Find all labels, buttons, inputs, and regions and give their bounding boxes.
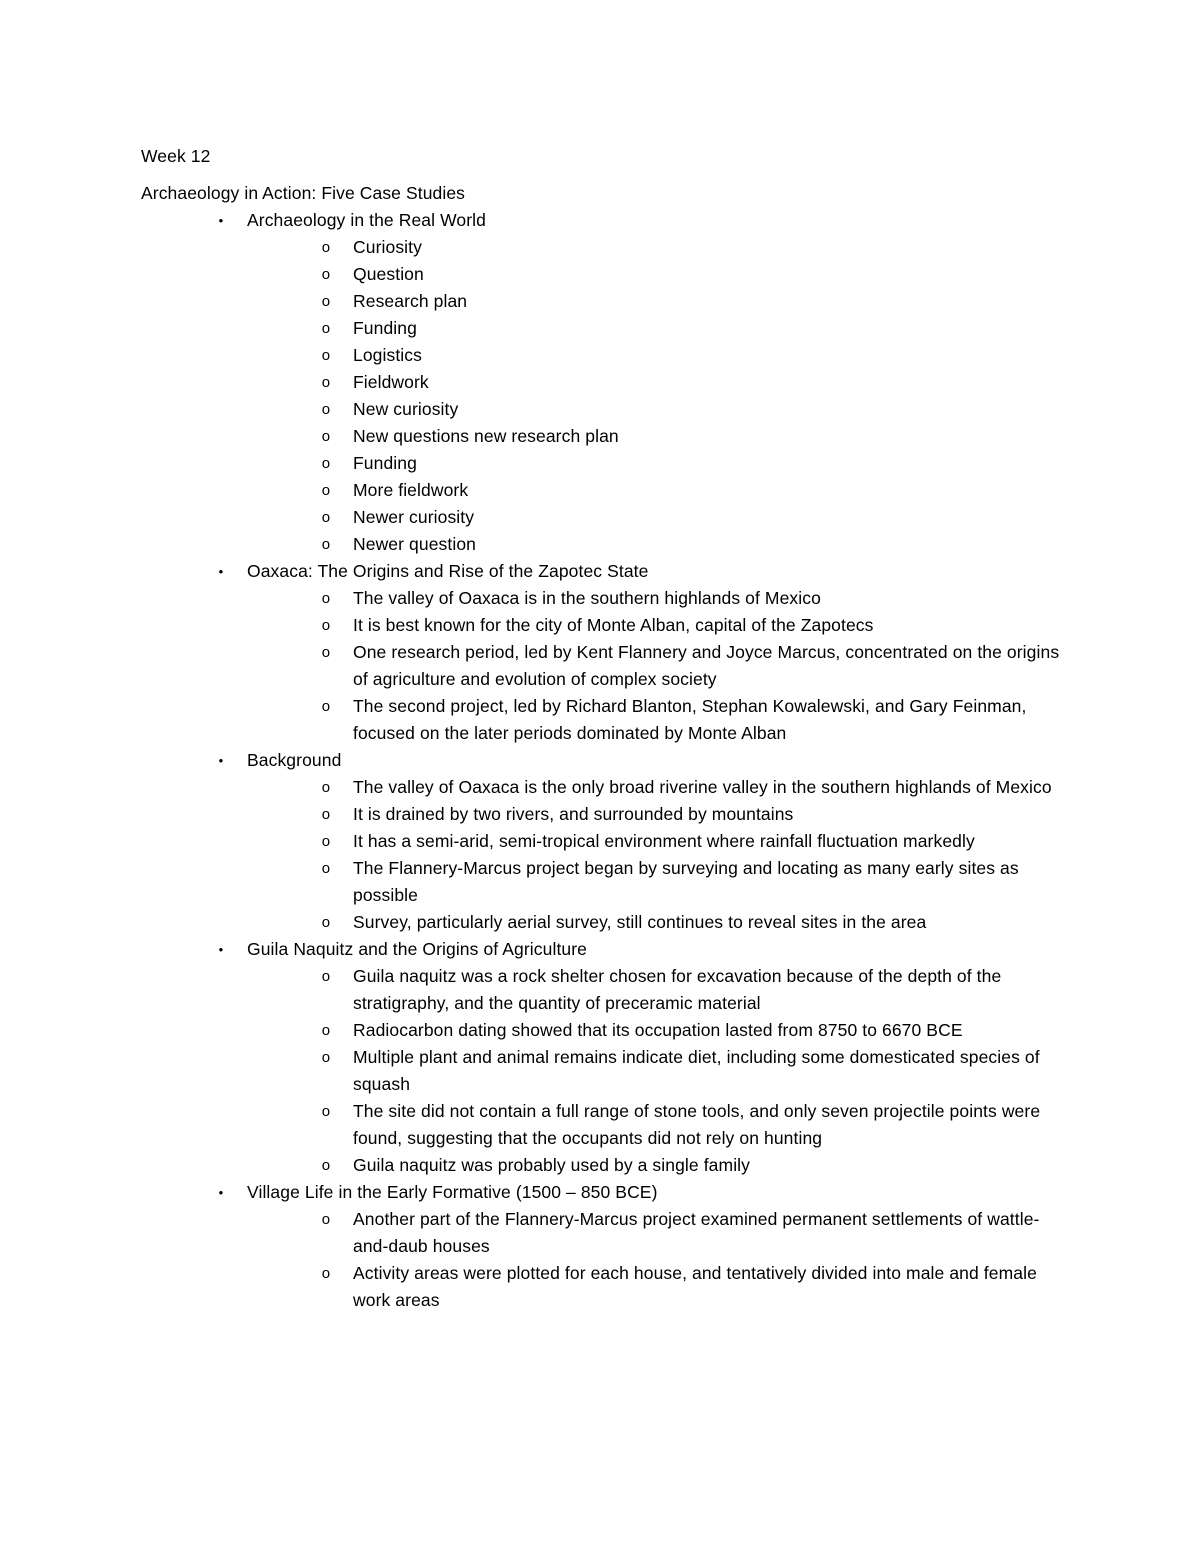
section-heading: Village Life in the Early Formative (1500 – 850 BCE)	[247, 1182, 658, 1202]
sub-bullet-icon: o	[321, 779, 331, 796]
sub-item	[141, 1098, 1071, 1152]
sub-item	[141, 801, 1071, 828]
sub-bullet-icon: o	[321, 1049, 331, 1066]
sub-bullet-icon: o	[321, 860, 331, 877]
section-heading: Archaeology in the Real World	[247, 210, 486, 230]
sub-item	[141, 369, 1071, 396]
sub-bullet-icon: o	[321, 320, 331, 337]
sub-item-text: Question	[353, 264, 424, 284]
sub-item	[141, 963, 1071, 1017]
sub-item-text: Funding	[353, 318, 417, 338]
sub-bullet-icon: o	[321, 644, 331, 661]
sub-bullet-icon: o	[321, 482, 331, 499]
sub-item-text: It has a semi-arid, semi-tropical environment where rainfall fluctuation markedly	[353, 831, 975, 851]
sub-bullet-icon: o	[321, 266, 331, 283]
sub-list	[247, 234, 1071, 558]
sub-item-text: The second project, led by Richard Blanton, Stephan Kowalewski, and Gary Feinman, focused on the later periods dominated by Monte Alban	[353, 696, 1027, 743]
sub-bullet-icon: o	[321, 698, 331, 715]
sub-bullet-icon: o	[321, 1157, 331, 1174]
sub-list	[247, 585, 1071, 747]
sub-item-text: The Flannery-Marcus project began by surveying and locating as many early sites as possible	[353, 858, 1019, 905]
sub-item-text: Guila naquitz was probably used by a single family	[353, 1155, 751, 1175]
sub-item	[141, 1260, 1071, 1314]
sub-bullet-icon: o	[321, 239, 331, 256]
sub-item-text: Survey, particularly aerial survey, still continues to reveal sites in the area	[353, 912, 927, 932]
sub-item	[141, 396, 1071, 423]
sub-item-text: The valley of Oaxaca is in the southern highlands of Mexico	[353, 588, 821, 608]
sub-item	[141, 261, 1071, 288]
sub-list	[247, 774, 1071, 936]
sub-item	[141, 639, 1071, 693]
sub-bullet-icon: o	[321, 1265, 331, 1282]
section-list	[141, 207, 1071, 1314]
section-heading: Background	[247, 750, 342, 770]
section-item	[141, 936, 1071, 1179]
sub-item-text: Funding	[353, 453, 417, 473]
sub-item	[141, 315, 1071, 342]
section-heading: Guila Naquitz and the Origins of Agriculture	[247, 939, 587, 959]
section-item	[141, 1179, 1071, 1314]
section-item	[141, 747, 1071, 936]
sub-item-text: Research plan	[353, 291, 468, 311]
sub-item	[141, 477, 1071, 504]
document-body	[141, 143, 1071, 1314]
sub-item-text: Multiple plant and animal remains indicate diet, including some domesticated species of squash	[353, 1047, 1040, 1094]
sub-item	[141, 828, 1071, 855]
sub-item-text: Radiocarbon dating showed that its occupation lasted from 8750 to 6670 BCE	[353, 1020, 963, 1040]
sub-item-text: Newer curiosity	[353, 507, 475, 527]
section-item	[141, 207, 1071, 558]
sub-item-text: The site did not contain a full range of stone tools, and only seven projectile points were found, suggesting that the occupants did not rely on hunting	[353, 1101, 1041, 1148]
sub-item	[141, 423, 1071, 450]
sub-item	[141, 855, 1071, 909]
bullet-icon: •	[218, 564, 224, 579]
week-label: Week 12	[141, 146, 211, 166]
sub-bullet-icon: o	[321, 914, 331, 931]
bullet-icon: •	[218, 753, 224, 768]
document-title: Archaeology in Action: Five Case Studies	[141, 183, 466, 203]
sub-item-text: One research period, led by Kent Flannery and Joyce Marcus, concentrated on the origins of agriculture and evolution of complex society	[353, 642, 1060, 689]
sub-item	[141, 504, 1071, 531]
sub-item	[141, 1044, 1071, 1098]
sub-item-text: More fieldwork	[353, 480, 469, 500]
bullet-icon: •	[218, 213, 224, 228]
sub-item-text: Newer question	[353, 534, 476, 554]
sub-item	[141, 342, 1071, 369]
sub-bullet-icon: o	[321, 1103, 331, 1120]
sub-item-text: It is best known for the city of Monte Alban, capital of the Zapotecs	[353, 615, 874, 635]
sub-item-text: Logistics	[353, 345, 422, 365]
sub-item-text: The valley of Oaxaca is the only broad riverine valley in the southern highlands of Mexico	[353, 777, 1052, 797]
sub-item-text: Fieldwork	[353, 372, 429, 392]
sub-bullet-icon: o	[321, 509, 331, 526]
sub-bullet-icon: o	[321, 455, 331, 472]
sub-item	[141, 1152, 1071, 1179]
sub-item	[141, 1017, 1071, 1044]
sub-item	[141, 909, 1071, 936]
sub-item-text: Activity areas were plotted for each house, and tentatively divided into male and female work areas	[353, 1263, 1037, 1310]
sub-bullet-icon: o	[321, 347, 331, 364]
sub-bullet-icon: o	[321, 833, 331, 850]
sub-bullet-icon: o	[321, 293, 331, 310]
sub-bullet-icon: o	[321, 1211, 331, 1228]
sub-bullet-icon: o	[321, 1022, 331, 1039]
bullet-icon: •	[218, 1185, 224, 1200]
section-heading: Oaxaca: The Origins and Rise of the Zapotec State	[247, 561, 649, 581]
sub-item-text: New curiosity	[353, 399, 459, 419]
sub-item-text: It is drained by two rivers, and surrounded by mountains	[353, 804, 794, 824]
sub-bullet-icon: o	[321, 401, 331, 418]
sub-bullet-icon: o	[321, 590, 331, 607]
sub-list	[247, 1206, 1071, 1314]
sub-item	[141, 612, 1071, 639]
sub-bullet-icon: o	[321, 617, 331, 634]
sub-bullet-icon: o	[321, 536, 331, 553]
sub-item	[141, 288, 1071, 315]
sub-item-text: Another part of the Flannery-Marcus project examined permanent settlements of wattle-and-daub houses	[353, 1209, 1040, 1256]
sub-item	[141, 234, 1071, 261]
sub-bullet-icon: o	[321, 374, 331, 391]
sub-item-text: New questions new research plan	[353, 426, 619, 446]
sub-bullet-icon: o	[321, 806, 331, 823]
sub-bullet-icon: o	[321, 968, 331, 985]
sub-list	[247, 963, 1071, 1179]
sub-item	[141, 450, 1071, 477]
sub-item-text: Curiosity	[353, 237, 422, 257]
sub-bullet-icon: o	[321, 428, 331, 445]
sub-item	[141, 585, 1071, 612]
sub-item	[141, 774, 1071, 801]
sub-item	[141, 1206, 1071, 1260]
bullet-icon: •	[218, 942, 224, 957]
sub-item	[141, 531, 1071, 558]
sub-item	[141, 693, 1071, 747]
section-item	[141, 558, 1071, 747]
sub-item-text: Guila naquitz was a rock shelter chosen for excavation because of the depth of the stratigraphy, and the quantity of preceramic material	[353, 966, 1002, 1013]
